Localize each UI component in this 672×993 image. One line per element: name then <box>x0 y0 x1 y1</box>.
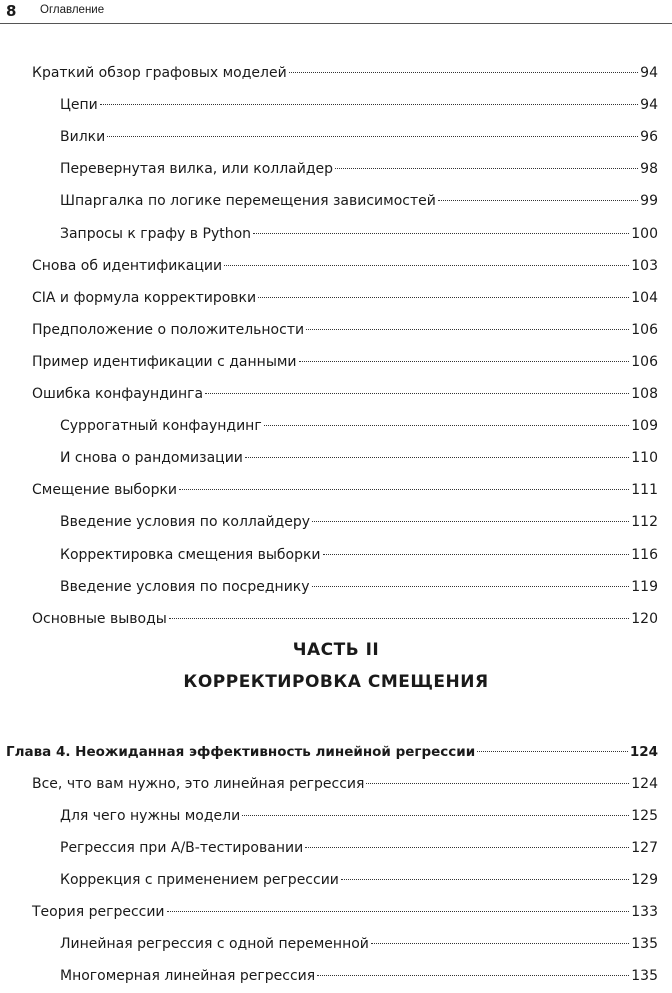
toc-entry <box>60 577 658 597</box>
toc-entry-title: Предположение о положительности <box>32 321 305 338</box>
toc-entry-page: 133 <box>631 904 658 920</box>
toc-entry <box>32 63 658 83</box>
dot-leader <box>312 586 630 587</box>
dot-leader <box>264 425 630 426</box>
toc-entry-page: 124 <box>629 744 658 760</box>
dot-leader <box>245 457 629 458</box>
dot-leader <box>341 879 629 880</box>
page-number: 8 <box>6 2 17 20</box>
toc-entry-title: Все, что вам нужно, это линейная регрессия <box>32 776 365 792</box>
toc-entry <box>60 545 658 565</box>
toc-entry <box>32 609 658 629</box>
toc-entry <box>32 256 658 276</box>
toc-entry-title: Перевернутая вилка, или коллайдер <box>60 161 334 178</box>
dot-leader <box>371 943 629 944</box>
toc-entry-page: 119 <box>631 578 658 595</box>
toc-entry-page: 94 <box>640 97 658 114</box>
toc-entry-title: Смещение выборки <box>32 482 178 499</box>
dot-leader <box>317 975 629 976</box>
dot-leader <box>335 168 638 169</box>
toc-entry-title: Ошибка конфаундинга <box>32 386 204 402</box>
toc-entry-title: Линейная регрессия с одной переменной <box>60 936 369 952</box>
toc-entry-page: 135 <box>631 968 658 984</box>
dot-leader <box>366 783 629 784</box>
dot-leader <box>167 911 630 912</box>
toc-entry-title: Теория регрессии <box>32 904 165 920</box>
toc-entry <box>60 191 658 211</box>
toc-entry-title: Пример идентификации с данными <box>32 353 297 370</box>
dot-leader <box>107 136 638 137</box>
toc-entry-page: 110 <box>631 450 658 467</box>
dot-leader <box>438 200 638 201</box>
dot-leader <box>253 233 629 234</box>
toc-entry <box>60 159 658 179</box>
toc-entry-title: CIA и формула корректировки <box>32 289 257 306</box>
dot-leader <box>305 847 629 848</box>
toc-entry-title: Вилки <box>60 129 106 146</box>
toc-entry <box>60 416 658 436</box>
toc-entry-page: 109 <box>631 418 658 435</box>
toc-entry-page: 112 <box>631 514 658 531</box>
toc-entry-page: 106 <box>631 321 658 338</box>
toc-entry-title: Цепи <box>60 97 98 114</box>
toc-entry <box>60 512 658 532</box>
toc-entry-title: Регрессия при A/B-тестировании <box>60 840 304 856</box>
toc-entry <box>32 320 658 340</box>
toc-entry <box>60 127 658 147</box>
dot-leader <box>205 393 629 394</box>
toc-entry <box>60 838 658 858</box>
dot-leader <box>289 72 638 73</box>
dot-leader <box>242 815 629 816</box>
toc-entry <box>32 480 658 500</box>
part-number: ЧАСТЬ II <box>292 640 380 660</box>
toc-entry <box>32 902 658 922</box>
dot-leader <box>477 751 628 752</box>
part-title: КОРРЕКТИРОВКА СМЕЩЕНИЯ <box>183 672 489 692</box>
toc-entry <box>60 95 658 115</box>
toc-entry-title: Для чего нужны модели <box>60 808 241 824</box>
toc-entry-title: Введение условия по посреднику <box>60 578 310 595</box>
toc-entry <box>60 448 658 468</box>
toc-entry-title: Краткий обзор графовых моделей <box>32 65 287 81</box>
toc-entry <box>32 352 658 372</box>
toc-entry-title: Корректировка смещения выборки <box>60 546 321 563</box>
toc-entry <box>60 806 658 826</box>
running-header <box>0 0 672 24</box>
running-title: Оглавление <box>40 4 105 16</box>
toc-entry-page: 94 <box>640 65 658 81</box>
dot-leader <box>100 104 638 105</box>
toc-chapter-entry <box>6 742 658 762</box>
toc-entry-title: Многомерная линейная регрессия <box>60 968 316 984</box>
toc-entry <box>32 774 658 794</box>
toc-entry-page: 98 <box>640 161 658 178</box>
toc-entry-page: 129 <box>631 872 658 888</box>
toc-entry <box>60 934 658 954</box>
dot-leader <box>179 489 629 490</box>
toc-entry-title: Глава 4. Неожиданная эффективность линейной регрессии <box>6 744 476 760</box>
toc-entry-title: Основные выводы <box>32 610 167 627</box>
toc-entry-page: 125 <box>631 808 658 824</box>
dot-leader <box>169 618 629 619</box>
toc-entry-title: Коррекция с применением регрессии <box>60 872 339 888</box>
toc-entry-page: 127 <box>631 840 658 856</box>
toc-entry-page: 103 <box>631 257 658 274</box>
toc-entry-page: 108 <box>631 386 658 402</box>
toc-entry-page: 120 <box>631 610 658 627</box>
toc-entry-title: Суррогатный конфаундинг <box>60 418 262 435</box>
toc-entry <box>60 224 658 244</box>
toc-entry-title: Запросы к графу в Python <box>60 225 252 242</box>
toc-entry-title: Шпаргалка по логике перемещения зависимостей <box>60 193 436 210</box>
toc-entry-page: 111 <box>631 482 658 499</box>
dot-leader <box>258 297 629 298</box>
dot-leader <box>299 361 630 362</box>
toc-entry-title: Введение условия по коллайдеру <box>60 514 311 531</box>
toc-entry-page: 135 <box>631 936 658 952</box>
toc-entry-page: 99 <box>640 193 658 210</box>
toc-entry-page: 104 <box>631 289 658 306</box>
toc-entry <box>60 870 658 890</box>
toc-entry <box>32 288 658 308</box>
toc-entry <box>60 966 658 986</box>
header-rule <box>0 23 672 24</box>
toc-entry-page: 96 <box>640 129 658 146</box>
dot-leader <box>323 554 630 555</box>
toc-entry-title: Снова об идентификации <box>32 257 223 274</box>
toc-entry <box>32 384 658 404</box>
dot-leader <box>224 265 629 266</box>
toc-entry-page: 116 <box>631 546 658 563</box>
dot-leader <box>312 521 629 522</box>
toc-entry-title: И снова о рандомизации <box>60 450 243 467</box>
toc-entry-page: 106 <box>631 353 658 370</box>
toc-entry-page: 100 <box>631 225 658 242</box>
dot-leader <box>306 329 629 330</box>
toc-entry-page: 124 <box>631 776 658 792</box>
